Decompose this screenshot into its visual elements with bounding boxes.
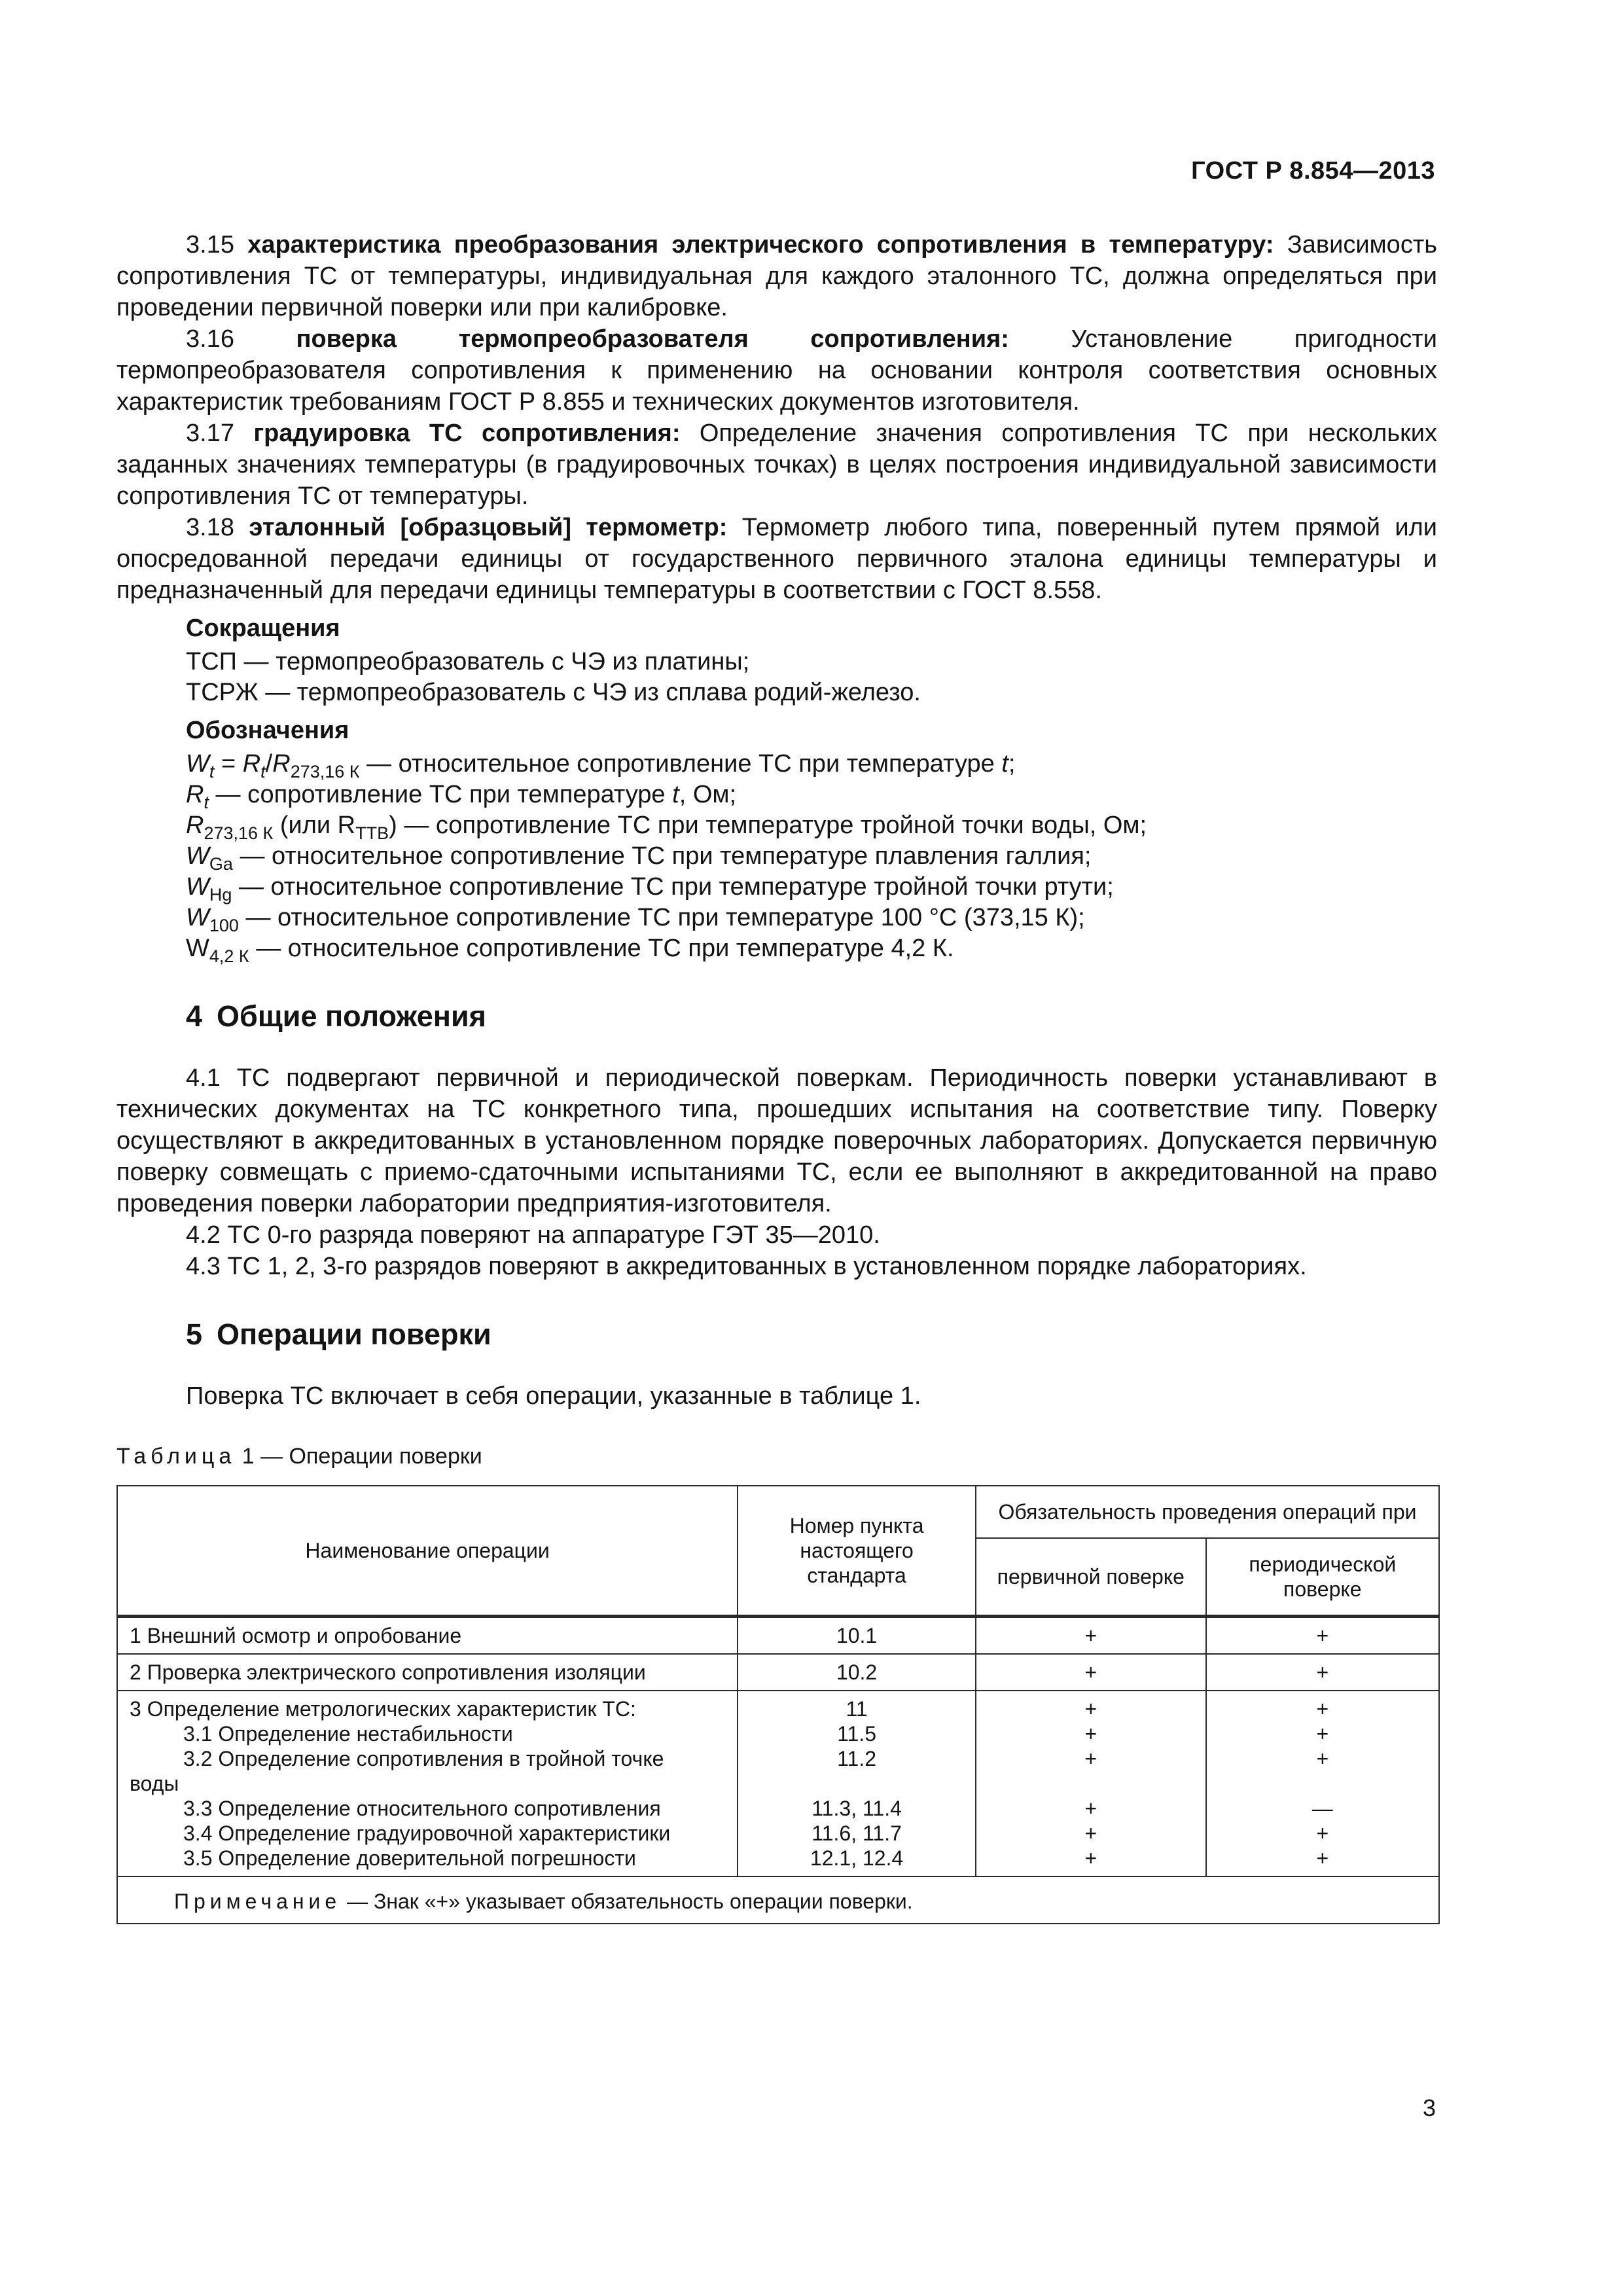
cell-clause: 10.2	[738, 1654, 976, 1691]
cell-primary-group	[976, 1691, 1206, 1876]
clause-value: 11.6, 11.7	[812, 1821, 902, 1845]
symbol-subscript: t	[209, 762, 215, 781]
mark: +	[1084, 1797, 1097, 1820]
header-primary: первичной поверке	[976, 1538, 1206, 1617]
symbol-alt-close: )	[389, 812, 397, 839]
symbol-subscript: t	[204, 793, 209, 812]
abbreviation-item: ТСРЖ — термопреобразователь с ЧЭ из сплава родий-железо.	[186, 679, 921, 706]
symbol-r273	[186, 810, 1437, 841]
definition-term: градуировка ТС сопротивления:	[253, 420, 681, 447]
definition-term: характеристика преобразования электрического сопротивления в температуру:	[247, 231, 1274, 259]
paragraph-4-2	[116, 1219, 1437, 1251]
header-obligation: Обязательность проведения операций при	[976, 1486, 1439, 1538]
sub-operation: 3.5 Определение доверительной погрешности	[183, 1846, 636, 1870]
cell-periodic: +	[1206, 1617, 1439, 1655]
group-operation: 3 Определение метрологических характеристик ТС:	[130, 1697, 636, 1721]
section-number: 4	[186, 999, 203, 1033]
clause-value: 11.3, 11.4	[812, 1797, 902, 1820]
clause-value: 11	[846, 1697, 868, 1721]
symbol-description: — относительное сопротивление ТС при температуре 100 °С (373,15 К);	[238, 904, 1085, 931]
symbol-end: , Ом;	[679, 781, 737, 808]
paragraph-text: ТС 1, 2, 3-го разрядов поверяют в аккредитованных в установленном порядке лабораториях.	[227, 1253, 1307, 1280]
symbol-variable: t	[1001, 750, 1008, 778]
symbol-description: — сопротивление ТС при температуре тройной точки воды, Ом;	[397, 812, 1147, 839]
definition-text: Зависимость сопротивления ТС от температуры, индивидуальная для каждого эталонного ТС, должна определяться при проведении первичной поверки или при калибровке.	[116, 231, 1438, 321]
symbol-rt	[186, 780, 1437, 810]
table-row	[117, 1617, 1439, 1655]
section-name: Общие положения	[217, 999, 486, 1033]
paragraph-number: 4.1	[186, 1064, 221, 1092]
table-note	[117, 1876, 1439, 1924]
mark: +	[1084, 1697, 1097, 1721]
abbreviations-heading: Сокращения	[186, 615, 340, 642]
mark-spacer	[988, 1771, 1194, 1796]
section-number: 5	[186, 1318, 203, 1351]
mark-spacer	[1219, 1771, 1427, 1796]
cell-operation: 1 Внешний осмотр и опробование	[117, 1617, 738, 1655]
caption-prefix: Таблица	[116, 1444, 236, 1469]
note-prefix: Примечание	[174, 1890, 342, 1913]
symbol-description: — относительное сопротивление ТС при температуре 4,2 К.	[249, 935, 954, 962]
symbol-letter: R	[272, 750, 291, 778]
clause-value: 11.2	[837, 1747, 877, 1770]
table-note-row	[117, 1876, 1439, 1924]
symbol-letter: W	[186, 750, 209, 778]
symbol-letter: W	[186, 842, 209, 870]
symbol-letter: W	[186, 904, 209, 931]
definition-3-16	[116, 323, 1437, 418]
definition-3-18	[116, 512, 1437, 606]
definition-text: Термометр любого типа, поверенный путем прямой или опосредованной передачи единицы от государственного первичного эталона единицы температуры и предназначенный для передачи единицы температуры в соответствии с ГОСТ 8.558.	[116, 514, 1437, 604]
symbol-w100	[186, 903, 1437, 933]
definition-number: 3.15	[186, 231, 234, 259]
section-5-title	[186, 1315, 1437, 1354]
definition-3-15	[116, 229, 1437, 323]
mark: +	[1316, 1697, 1329, 1721]
paragraph-text: ТС 0-го разряда поверяют на аппаратуре ГЭТ 35—2010.	[227, 1221, 880, 1249]
symbol-subscript: 273,16 К	[204, 823, 274, 843]
definition-number: 3.17	[186, 420, 234, 447]
section-name: Операции поверки	[217, 1318, 491, 1351]
header-clause-number: Номер пункта настоящего стандарта	[738, 1486, 976, 1617]
cell-operation: 2 Проверка электрического сопротивления изоляции	[117, 1654, 738, 1691]
symbol-letter: R	[186, 812, 204, 839]
symbol-letter: R	[242, 750, 261, 778]
symbol-subscript: 4,2 К	[209, 946, 249, 966]
cell-clause-group	[738, 1691, 976, 1876]
clause-value: 11.5	[837, 1722, 877, 1746]
section-5-intro: Поверка ТС включает в себя операции, указанные в таблице 1.	[186, 1382, 921, 1410]
mark: +	[1084, 1722, 1097, 1746]
symbol-letter: W	[186, 935, 209, 962]
symbol-subscript: Ga	[209, 854, 233, 874]
caption-text: 1 — Операции поверки	[236, 1444, 482, 1469]
symbol-description: — относительное сопротивление ТС при температуре тройной точки ртути;	[232, 873, 1114, 901]
symbol-whg	[186, 872, 1437, 903]
clause-value: 12.1, 12.4	[810, 1846, 904, 1870]
symbol-w42	[186, 933, 1437, 964]
section-4-title	[186, 997, 1437, 1036]
cell-primary: +	[976, 1617, 1206, 1655]
table-row	[117, 1654, 1439, 1691]
symbol-description: — относительное сопротивление ТС при температуре плавления галлия;	[232, 842, 1092, 870]
symbols-heading: Обозначения	[186, 717, 349, 744]
mark: +	[1084, 1846, 1097, 1870]
mark: +	[1316, 1747, 1329, 1770]
paragraph-text: ТС подвергают первичной и периодической поверкам. Периодичность поверки устанавливают в технических документах на ТС конкретного типа, прошедших испытания на соответствие типу. Поверку осуществляют в аккредитованных в установленном порядке поверочных лабораториях. Допускается первичную поверку совмещать с приемо-сдаточными испытаниями ТС, если ее выполняют в аккредитованной на право проведения поверки лаборатории предприятия-изготовителя.	[116, 1064, 1437, 1217]
symbol-wt	[186, 749, 1437, 780]
paragraph-number: 4.3	[186, 1253, 221, 1280]
definition-number: 3.18	[186, 514, 234, 541]
symbol-subscript: 100	[209, 916, 239, 935]
symbol-wga	[186, 841, 1437, 872]
symbol-slash: /	[265, 750, 273, 778]
document-body	[116, 229, 1437, 1924]
symbol-description: — сопротивление ТС при температуре	[208, 781, 673, 808]
cell-primary: +	[976, 1654, 1206, 1691]
cell-clause: 10.1	[738, 1617, 976, 1655]
definition-number: 3.16	[186, 325, 234, 353]
table-row-group	[117, 1691, 1439, 1876]
mark: +	[1084, 1821, 1097, 1845]
definition-term: эталонный [образцовый] термометр:	[249, 514, 728, 541]
paragraph-4-3	[116, 1251, 1437, 1282]
symbol-description: — относительное сопротивление ТС при температуре	[359, 750, 1002, 778]
abbreviation-item: ТСП — термопреобразователь с ЧЭ из платины;	[186, 648, 750, 675]
note-text: — Знак «+» указывает обязательность операции поверки.	[341, 1890, 913, 1913]
symbol-subscript: ТТВ	[355, 823, 389, 843]
header-periodic: периодической поверке	[1206, 1538, 1439, 1617]
header-operation-name: Наименование операции	[117, 1486, 738, 1617]
mark: —	[1311, 1797, 1333, 1820]
symbol-letter: W	[186, 873, 209, 901]
table-caption	[116, 1442, 1437, 1471]
symbol-subscript: t	[260, 762, 266, 781]
paragraph-4-1	[116, 1062, 1437, 1219]
mark: +	[1316, 1821, 1329, 1845]
sub-operation: 3.2 Определение сопротивления в тройной точке	[183, 1747, 664, 1770]
sub-operation: 3.1 Определение нестабильности	[183, 1722, 513, 1746]
symbol-equals: =	[214, 750, 243, 778]
definition-text: Установление пригодности термопреобразователя сопротивления к применению на основании контроля соответствия основных характеристик требованиям ГОСТ Р 8.855 и технических документов изготовителя.	[116, 325, 1437, 416]
definition-3-17	[116, 418, 1437, 512]
standard-code-header: ГОСТ Р 8.854—2013	[1191, 157, 1435, 185]
sub-operation: 3.3 Определение относительного сопротивления	[183, 1797, 661, 1820]
cell-operation-group	[117, 1691, 738, 1876]
symbol-subscript: Hg	[209, 885, 232, 905]
mark: +	[1316, 1846, 1329, 1870]
mark: +	[1084, 1747, 1097, 1770]
definition-text: Определение значения сопротивления ТС при нескольких заданных значениях температуры (в градуировочных точках) в целях построения индивидуальной зависимости сопротивления ТС от температуры.	[116, 420, 1437, 510]
clause-spacer	[750, 1771, 963, 1796]
sub-operation-continued: воды	[130, 1772, 179, 1795]
definition-term: поверка термопреобразователя сопротивления:	[296, 325, 1009, 353]
sub-operation: 3.4 Определение градуировочной характеристики	[183, 1821, 671, 1845]
page-number: 3	[1422, 2094, 1436, 2121]
cell-periodic-group	[1206, 1691, 1439, 1876]
symbol-subscript: 273,16 К	[290, 762, 360, 781]
symbol-letter: R	[186, 781, 204, 808]
symbol-end: ;	[1008, 750, 1016, 778]
operations-table	[116, 1485, 1440, 1924]
cell-periodic: +	[1206, 1654, 1439, 1691]
symbol-variable: t	[672, 781, 679, 808]
paragraph-number: 4.2	[186, 1221, 221, 1249]
mark: +	[1316, 1722, 1329, 1746]
symbol-alt-open: (или R	[273, 812, 356, 839]
